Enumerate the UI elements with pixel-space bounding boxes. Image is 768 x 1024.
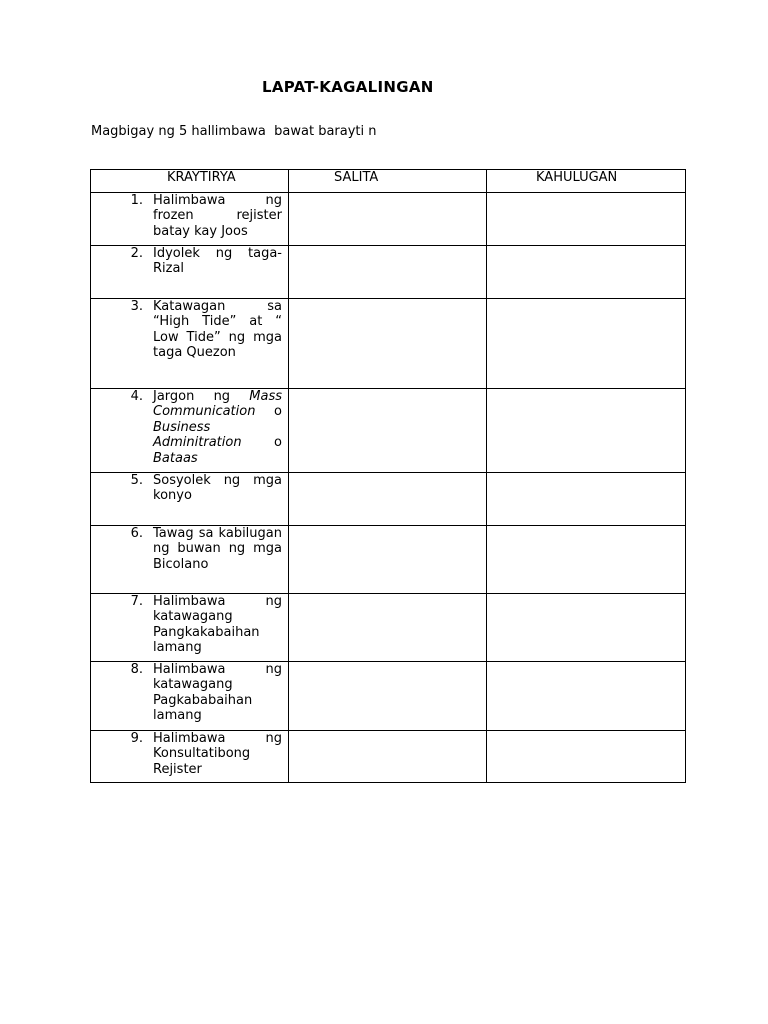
meaning-cell[interactable] — [487, 731, 686, 783]
table-row — [91, 193, 686, 246]
criteria-cell — [91, 662, 289, 731]
criteria-cell — [91, 731, 289, 783]
item-number: 7. — [130, 594, 143, 609]
criteria-cell — [91, 473, 289, 526]
table-header-row — [91, 170, 686, 193]
criteria-text: Halimbawa ng katawagang Pangkakabaihan lamang — [153, 594, 282, 656]
item-number: 5. — [130, 473, 143, 488]
table-row — [91, 526, 686, 594]
table-row — [91, 299, 686, 389]
table-row — [91, 246, 686, 299]
criteria-cell — [91, 246, 289, 299]
item-number: 2. — [130, 246, 143, 261]
criteria-text: Katawagan sa “High Tide” at “ Low Tide” ng mga taga Quezon — [153, 299, 282, 361]
meaning-cell[interactable] — [487, 299, 686, 389]
criteria-part-italic: Business Adminitration — [153, 419, 242, 451]
word-cell[interactable] — [289, 731, 487, 783]
criteria-text: Halimbawa ng katawagang Pagkababaihan lamang — [153, 662, 282, 724]
table-row — [91, 662, 686, 731]
header-word: SALITA — [289, 170, 487, 193]
item-number: 3. — [130, 299, 143, 314]
criteria-cell — [91, 526, 289, 594]
criteria-cell — [91, 193, 289, 246]
table-row — [91, 389, 686, 473]
page-title: LAPAT-KAGALINGAN — [262, 78, 434, 96]
meaning-cell[interactable] — [487, 526, 686, 594]
header-criteria: KRAYTIRYA — [91, 170, 289, 193]
criteria-part-italic: Mass Communication — [153, 389, 282, 420]
criteria-text — [153, 389, 282, 466]
criteria-cell — [91, 389, 289, 473]
criteria-text: Idyolek ng taga-Rizal — [153, 246, 282, 277]
meaning-cell[interactable] — [487, 389, 686, 473]
word-cell[interactable] — [289, 193, 487, 246]
word-cell[interactable] — [289, 246, 487, 299]
meaning-cell[interactable] — [487, 594, 686, 662]
word-cell[interactable] — [289, 526, 487, 594]
table-row — [91, 473, 686, 526]
criteria-part: o — [255, 404, 282, 420]
criteria-text: Tawag sa kabilugan ng buwan ng mga Bicolano — [153, 526, 282, 572]
meaning-cell[interactable] — [487, 473, 686, 526]
word-cell[interactable] — [289, 299, 487, 389]
header-meaning: KAHULUGAN — [487, 170, 686, 193]
word-cell[interactable] — [289, 662, 487, 731]
criteria-text: Sosyolek ng mga konyo — [153, 473, 282, 504]
item-number: 6. — [130, 526, 143, 541]
criteria-text: Halimbawa ng Konsultatibong Rejister — [153, 731, 282, 777]
meaning-cell[interactable] — [487, 662, 686, 731]
word-cell[interactable] — [289, 389, 487, 473]
table-row — [91, 594, 686, 662]
criteria-cell — [91, 594, 289, 662]
instruction-text: Magbigay ng 5 hallimbawa bawat barayti n — [91, 124, 377, 139]
item-number: 9. — [130, 731, 143, 746]
table-row — [91, 731, 686, 783]
meaning-cell[interactable] — [487, 193, 686, 246]
criteria-part-italic: Bataas — [153, 450, 198, 466]
criteria-part: Jargon ng — [153, 389, 250, 404]
word-cell[interactable] — [289, 473, 487, 526]
worksheet-table — [90, 169, 686, 783]
word-cell[interactable] — [289, 594, 487, 662]
criteria-cell — [91, 299, 289, 389]
criteria-part: o — [241, 435, 282, 451]
item-number: 1. — [130, 193, 143, 208]
item-number: 4. — [130, 389, 143, 404]
meaning-cell[interactable] — [487, 246, 686, 299]
criteria-text: Halimbawa ng frozen rejister batay kay Joos — [153, 193, 282, 239]
item-number: 8. — [130, 662, 143, 677]
